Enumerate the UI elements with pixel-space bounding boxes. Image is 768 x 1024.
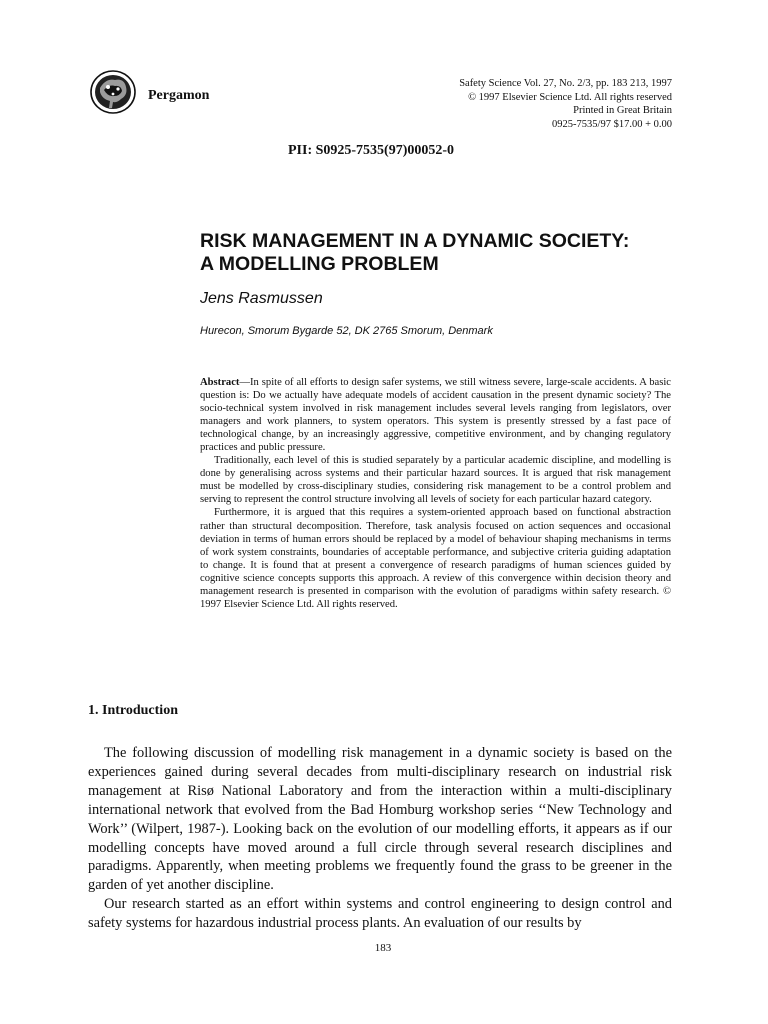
body-paragraph: The following discussion of modelling risk management in a dynamic society is based on the experiences gained during several decades from multi-disciplinary research on industrial risk management at Risø National Laboratory and from the interaction within a multi-disciplinary international network that evolved from the Bad Homburg workshop series ‘‘New Technology and Work’’ (Wilpert, 1987-). Looking back on the evolution of our modelling efforts, it appears as if our modelling concepts have moved around a full circle through several research disciplines and paradigms. Apparently, when meeting problems we frequently found the grass to be greener in the garden of yet another discipline. (88, 745, 672, 894)
title-line-1: RISK MANAGEMENT IN A DYNAMIC SOCIETY: (200, 230, 630, 252)
journal-citation-line: Safety Science Vol. 27, No. 2/3, pp. 183 213, 1997 (459, 78, 672, 89)
copyright-line: © 1997 Elsevier Science Ltd. All rights reserved (468, 91, 672, 103)
title-line-2: A MODELLING PROBLEM (200, 253, 439, 275)
section-heading: 1. Introduction (88, 703, 178, 718)
page-number: 183 (374, 942, 392, 954)
body-paragraph: Our research started as an effort within systems and control engineering to design control and safety systems for hazardous industrial process plants. An evaluation of our results by (88, 896, 672, 932)
body-text (88, 744, 672, 933)
elsevier-tree-icon (88, 68, 138, 116)
article-title (200, 230, 700, 276)
abstract-paragraph (200, 376, 671, 454)
printed-line: Printed in Great Britain (573, 105, 672, 117)
journal-citation (372, 77, 672, 131)
publisher-name: Pergamon (148, 88, 210, 103)
pii-identifier: PII: S0925-7535(97)00052-0 (288, 143, 455, 158)
abstract-paragraph: Traditionally, each level of this is studied separately by a particular academic discipline, and modelling is done by generalising across systems and their particular hazard sources. It is argued that risk management must be modelled by cross-disciplinary studies, considering risk management to be a control problem and serving to represent the control structure involving all levels of society for each particular hazard category. (200, 455, 671, 506)
abstract (200, 376, 671, 611)
abstract-text: —In spite of all efforts to design safer systems, we still witness severe, large-scale accidents. A basic question is: Do we actually have adequate models of accident causation in the present dynamic society? The socio-technical system involved in risk management includes several levels ranging from legislators, over managers and work planners, to system operators. This system is presently stressed by a fast pace of technological change, by an increasingly aggressive, competitive environment, and by changing regulatory practices and public pressure. (200, 377, 671, 454)
abstract-paragraph: Furthermore, it is argued that this requires a system-oriented approach based on functional abstraction rather than structural decomposition. Therefore, task analysis focused on action sequences and occasional deviation in terms of human errors should be replaced by a model of behaviour shaping mechanisms in terms of work system constraints, boundaries of acceptable performance, and subjective criteria guiding adaptation to change. It is found that at present a convergence of research paradigms of human sciences guided by cognitive science concepts supports this approach. A review of this convergence within decision theory and management research is presented in comparison with the evolution of paradigms within safety research. © 1997 Elsevier Science Ltd. All rights reserved. (200, 507, 671, 610)
author-name: Jens Rasmussen (200, 290, 323, 307)
abstract-label: Abstract (200, 377, 240, 388)
issn-line: 0925-7535/97 $17.00 + 0.00 (552, 118, 672, 130)
author-affiliation: Hurecon, Smorum Bygarde 52, DK 2765 Smorum, Denmark (200, 325, 493, 337)
